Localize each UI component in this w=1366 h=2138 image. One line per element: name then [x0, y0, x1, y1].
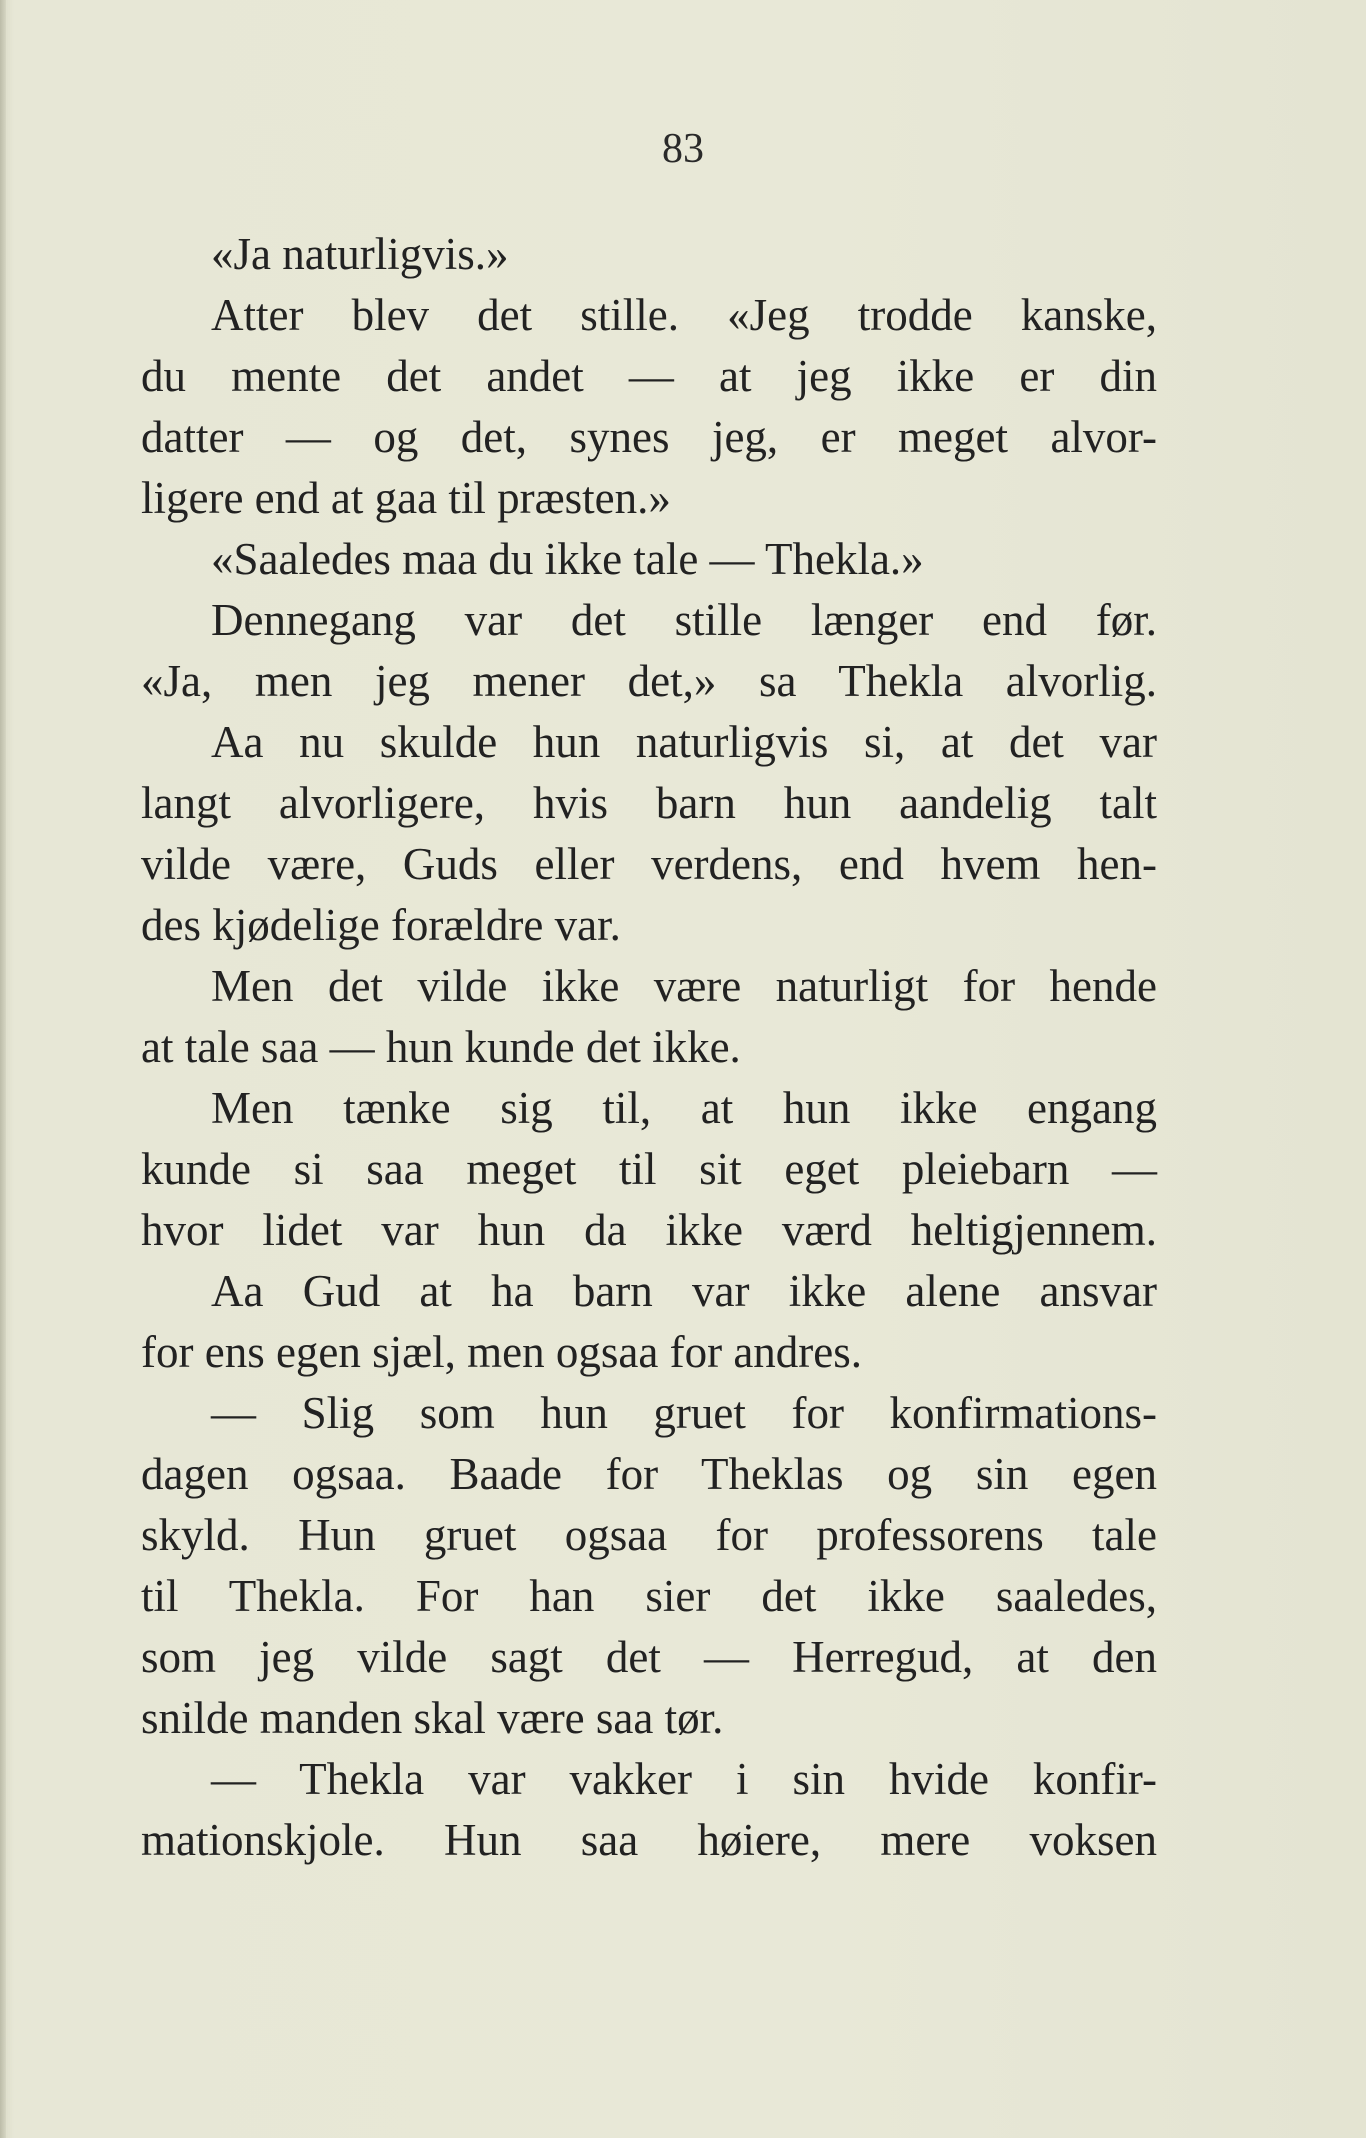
text-line: — Thekla var vakker i sin hvide konfir-: [211, 1754, 1157, 1804]
text-line: langt alvorligere, hvis barn hun aandelig talt: [141, 778, 1157, 828]
text-line: skyld. Hun gruet ogsaa for professorens tale: [141, 1510, 1157, 1560]
text-line: som jeg vilde sagt det — Herregud, at den: [141, 1632, 1157, 1682]
text-line: at tale saa — hun kunde det ikke.: [141, 1022, 741, 1072]
text-line: til Thekla. For han sier det ikke saaledes,: [141, 1571, 1157, 1621]
text-line: Men det vilde ikke være naturligt for hende: [211, 961, 1157, 1011]
text-line: kunde si saa meget til sit eget pleiebarn —: [141, 1144, 1157, 1194]
text-line: hvor lidet var hun da ikke værd heltigjennem.: [141, 1205, 1157, 1255]
text-line: Atter blev det stille. «Jeg trodde kanske,: [211, 290, 1157, 340]
text-line: du mente det andet — at jeg ikke er din: [141, 351, 1157, 401]
text-line: Men tænke sig til, at hun ikke engang: [211, 1083, 1157, 1133]
text-line: «Ja naturligvis.»: [211, 229, 509, 279]
text-line: Aa nu skulde hun naturligvis si, at det var: [211, 717, 1157, 767]
text-line: mationskjole. Hun saa høiere, mere voksen: [141, 1815, 1157, 1865]
text-line: dagen ogsaa. Baade for Theklas og sin egen: [141, 1449, 1157, 1499]
text-line: for ens egen sjæl, men ogsaa for andres.: [141, 1327, 863, 1377]
text-line: Aa Gud at ha barn var ikke alene ansvar: [211, 1266, 1157, 1316]
text-line: — Slig som hun gruet for konfirmations-: [211, 1388, 1157, 1438]
text-line: «Ja, men jeg mener det,» sa Thekla alvorlig.: [141, 656, 1157, 706]
text-line: «Saaledes maa du ikke tale — Thekla.»: [211, 534, 924, 584]
text-line: ligere end at gaa til præsten.»: [141, 473, 671, 523]
body-text: [141, 224, 1157, 1871]
text-line: des kjødelige forældre var.: [141, 900, 621, 950]
page-number: 83: [662, 126, 704, 172]
text-line: Dennegang var det stille længer end før.: [211, 595, 1157, 645]
text-line: datter — og det, synes jeg, er meget alvor-: [141, 412, 1157, 462]
page-edge: [0, 0, 6, 2138]
text-line: snilde manden skal være saa tør.: [141, 1693, 724, 1743]
text-line: vilde være, Guds eller verdens, end hvem hen-: [141, 839, 1157, 889]
